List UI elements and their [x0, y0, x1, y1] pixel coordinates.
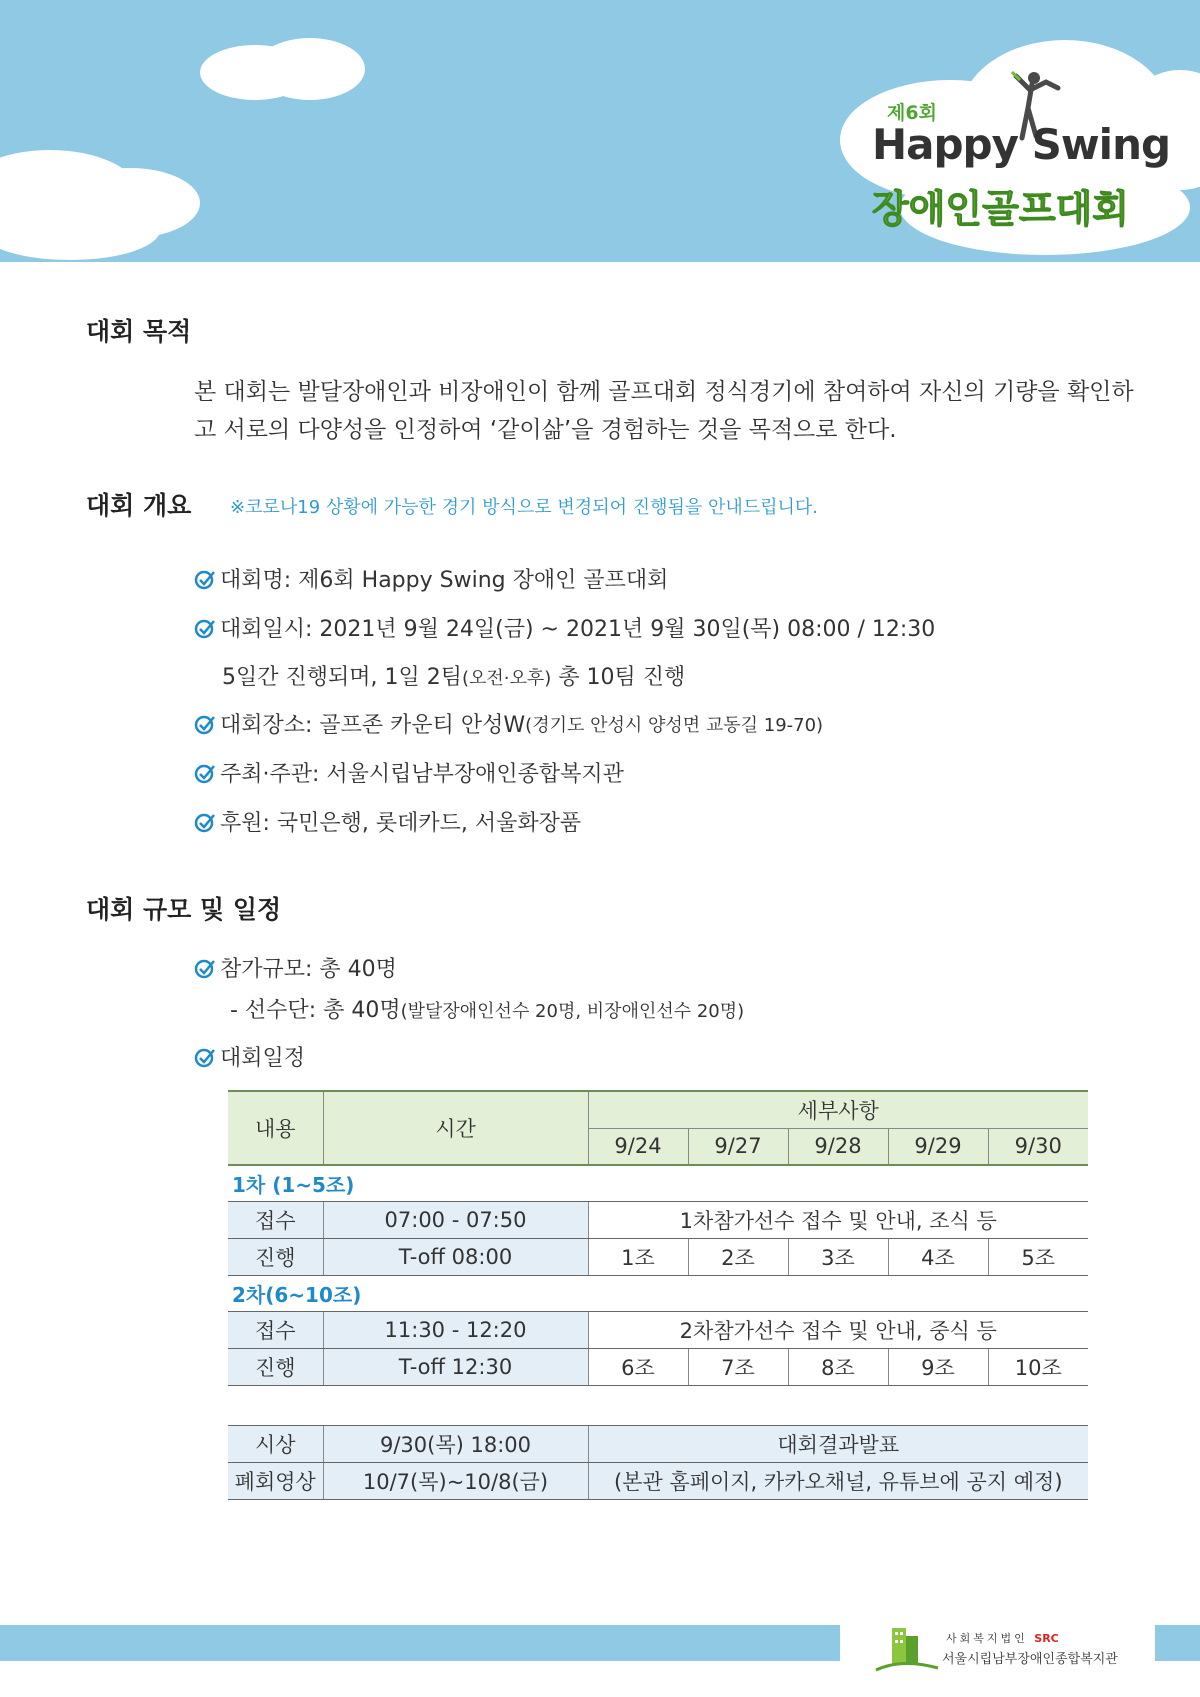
players-detail: (발달장애인선수 20명, 비장애인선수 20명)	[400, 1001, 745, 1022]
venue-main: 대회장소: 골프존 카운티 안성W	[220, 713, 526, 738]
list-item	[194, 1041, 305, 1072]
group-cell: 6조	[588, 1348, 688, 1385]
group-cell: 2조	[688, 1238, 788, 1275]
date-cell: 9/27	[688, 1128, 788, 1165]
covid-notice: ※코로나19 상황에 가능한 경기 방식으로 변경되어 진행됨을 안내드립니다.	[230, 497, 819, 518]
event-name-line: 대회명: 제6회 Happy Swing 장애인 골프대회	[220, 568, 669, 593]
date-cell: 9/30	[988, 1128, 1088, 1165]
src-text: SRC	[1034, 1632, 1059, 1645]
list-item	[194, 612, 935, 643]
list-item	[194, 806, 581, 837]
overview-title: 대회 개요	[86, 491, 192, 520]
edition-label: 제6회	[887, 102, 937, 124]
table-row	[228, 1238, 1088, 1275]
award-table	[228, 1425, 1088, 1500]
list-item	[194, 708, 823, 739]
dates-note-main: 5일간 진행되며, 1일 2팀	[222, 665, 462, 690]
row-detail: (본관 홈페이지, 카카오채널, 유튜브에 공지 예정)	[588, 1463, 1088, 1500]
group-cell: 5조	[988, 1238, 1088, 1275]
row-label: 접수	[228, 1311, 323, 1348]
group-cell: 1조	[588, 1238, 688, 1275]
list-item	[194, 563, 668, 594]
row-time: 07:00 - 07:50	[323, 1201, 588, 1238]
check-circle-icon	[194, 1046, 216, 1068]
group-cell: 3조	[788, 1238, 888, 1275]
dates-note	[222, 660, 685, 691]
players-line	[230, 993, 744, 1024]
group-cell: 10조	[988, 1348, 1088, 1385]
dates-note-small: (오전·오후)	[461, 668, 552, 689]
check-circle-icon	[194, 762, 216, 784]
row-label: 접수	[228, 1201, 323, 1238]
check-circle-icon	[194, 713, 216, 735]
row-time: T-off 08:00	[323, 1238, 588, 1275]
cloud-decoration	[255, 38, 365, 100]
header-time: 시간	[323, 1091, 588, 1165]
check-circle-icon	[194, 617, 216, 639]
date-cell: 9/29	[888, 1128, 988, 1165]
table-row	[228, 1426, 1088, 1463]
phase2-label: 2차(6~10조)	[232, 1282, 362, 1307]
host-line: 주최·주관: 서울시립남부장애인종합복지관	[220, 762, 624, 787]
event-subtitle: 장애인골프대회	[872, 187, 1129, 231]
list-item	[194, 757, 624, 788]
check-circle-icon	[194, 811, 216, 833]
row-time: 10/7(목)~10/8(금)	[323, 1463, 588, 1500]
schedule-label: 대회일정	[220, 1046, 306, 1071]
row-time: 9/30(목) 18:00	[323, 1426, 588, 1463]
footer-corp-label	[946, 1630, 1059, 1646]
footer-bar	[0, 1625, 840, 1661]
row-detail: 2차참가선수 접수 및 안내, 중식 등	[588, 1311, 1088, 1348]
date-cell: 9/24	[588, 1128, 688, 1165]
group-cell: 9조	[888, 1348, 988, 1385]
scale-title: 대회 규모 및 일정	[86, 895, 282, 924]
purpose-title: 대회 목적	[86, 317, 192, 346]
table-row	[228, 1348, 1088, 1385]
header-sky-banner	[0, 0, 1200, 262]
row-detail: 1차참가선수 접수 및 안내, 조식 등	[588, 1201, 1088, 1238]
row-label: 폐회영상	[228, 1463, 323, 1500]
table-row	[228, 1463, 1088, 1500]
date-cell: 9/28	[788, 1128, 888, 1165]
footer-org-name: 서울시립남부장애인종합복지관	[942, 1652, 1118, 1667]
row-label: 진행	[228, 1238, 323, 1275]
participants-line: 참가규모: 총 40명	[220, 957, 397, 982]
organization-logo-icon	[872, 1622, 942, 1682]
group-cell: 8조	[788, 1348, 888, 1385]
list-item	[194, 952, 397, 983]
event-dates-line: 대회일시: 2021년 9월 24일(금) ~ 2021년 9월 30일(목) 08:00 / 12:30	[220, 617, 936, 642]
group-cell: 4조	[888, 1238, 988, 1275]
sponsor-line: 후원: 국민은행, 롯데카드, 서울화장품	[220, 811, 582, 836]
footer-bar	[1155, 1625, 1200, 1661]
event-name: Happy Swing	[872, 120, 1171, 169]
row-detail: 대회결과발표	[588, 1426, 1088, 1463]
row-time: T-off 12:30	[323, 1348, 588, 1385]
table-row	[228, 1311, 1088, 1348]
row-label: 시상	[228, 1426, 323, 1463]
check-circle-icon	[194, 957, 216, 979]
table-row	[228, 1201, 1088, 1238]
row-label: 진행	[228, 1348, 323, 1385]
players-main: - 선수단: 총 40명	[230, 998, 401, 1023]
row-time: 11:30 - 12:20	[323, 1311, 588, 1348]
event-title-block	[832, 68, 1171, 238]
cloud-decoration	[0, 200, 160, 260]
dates-note-end: 총 10팀 진행	[551, 665, 686, 690]
schedule-table	[228, 1090, 1088, 1386]
header-details: 세부사항	[588, 1091, 1088, 1128]
phase1-label: 1차 (1~5조)	[232, 1172, 355, 1197]
header-content: 내용	[228, 1091, 323, 1165]
venue-address: (경기도 안성시 양성면 교동길 19-70)	[525, 714, 824, 736]
corp-text: 사회복지법인	[946, 1632, 1028, 1645]
group-cell: 7조	[688, 1348, 788, 1385]
check-circle-icon	[194, 568, 216, 590]
purpose-text: 본 대회는 발달장애인과 비장애인이 함께 골프대회 정식경기에 참여하여 자신의 기량을 확인하고 서로의 다양성을 인정하여 ‘같이삶’을 경험하는 것을 목적으로 한다.	[194, 379, 1134, 443]
